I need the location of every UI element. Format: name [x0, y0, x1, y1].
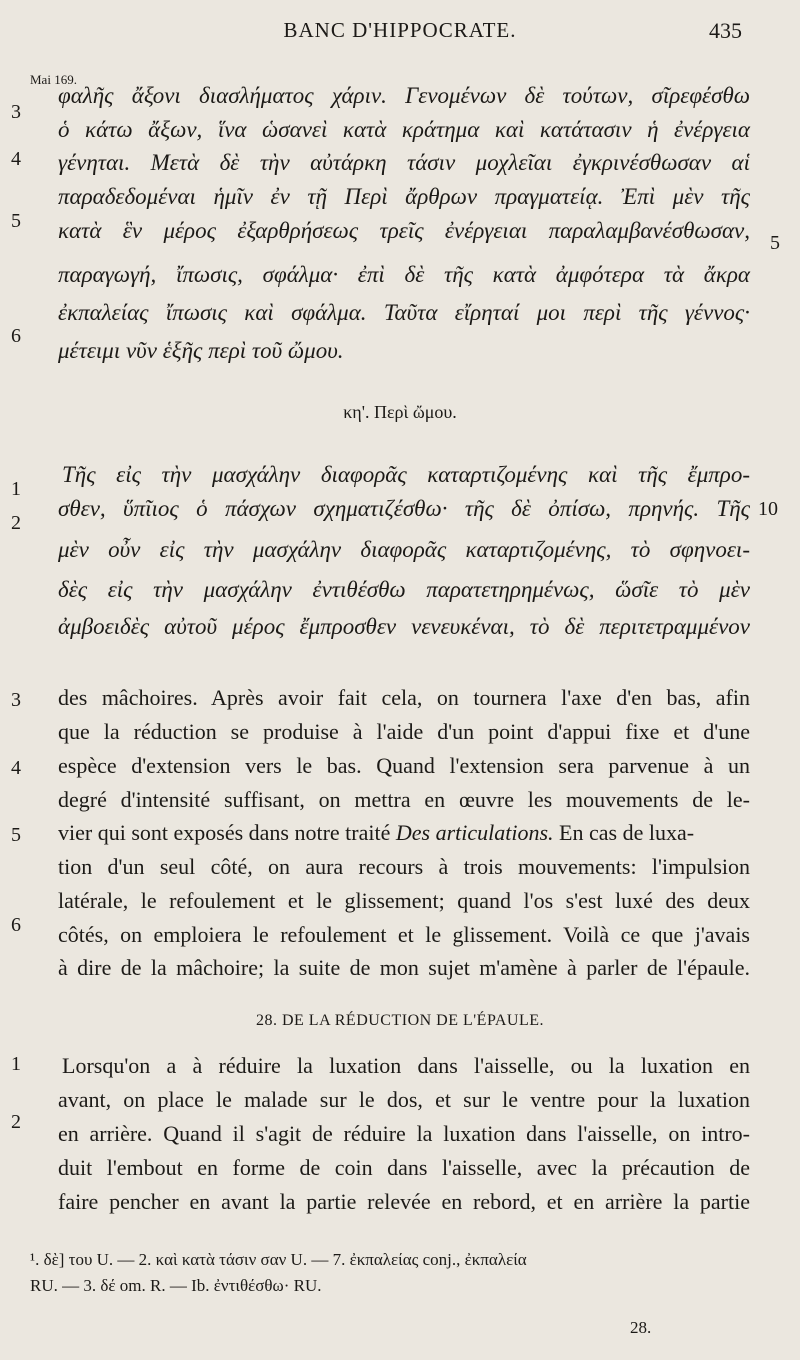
page-number: 435 [709, 18, 742, 43]
line-number: 4 [11, 757, 21, 779]
french-line-10: Lorsqu'on a à réduire la luxation dans l'aisselle, ou la luxation en [62, 1053, 750, 1078]
line-number: 3 [11, 101, 21, 123]
french-line-1: des mâchoires. Après avoir fait cela, on tournera l'axe d'en bas, afin [58, 685, 750, 710]
french-line-7: latérale, le refoulement et le glissement; quand l'os s'est luxé des deux [58, 888, 750, 913]
line-number: 1 [11, 1053, 21, 1075]
greek-line-1: φαλῆς ἄξονι διασλήματος χάριν. Γενομένων δὲ τούτων, σῖρεφέσθω [58, 83, 750, 108]
greek-line-4: παραδεδομέναι ἡμῖν ἐν τῇ Περὶ ἄρθρων πραγματείᾳ. Ἐπὶ μὲν τῆς [58, 184, 750, 209]
greek-line-3: γένηται. Μετὰ δὲ τὴν αὐτάρκη τάσιν μοχλεῖαι ἐγκρινέσθωσαν αἱ [58, 150, 750, 175]
greek-section-heading: κη'. Περὶ ὤμου. [343, 402, 457, 422]
french-line-13: duit l'embout en forme de coin dans l'aisselle, avec la précaution de [58, 1155, 750, 1180]
french-line-2: que la réduction se produise à l'aide d'un point d'appui fixe et d'une [58, 719, 750, 744]
french-line-5-end: En cas de luxa- [553, 820, 695, 845]
running-header-title: BANC D'HIPPOCRATE. [283, 18, 517, 42]
french-line-12: en arrière. Quand il s'agit de réduire la luxation dans l'aisselle, on intro- [58, 1121, 750, 1146]
line-number: 4 [11, 148, 21, 170]
greek-line-7: ἐκπαλείας ἴπωσις καὶ σφάλμα. Ταῦτα εἴρηταί μοι περὶ τῆς γέννος· [58, 300, 750, 325]
french-section-heading: 28. DE LA RÉDUCTION DE L'ÉPAULE. [255, 1012, 545, 1029]
line-number: 6 [11, 325, 21, 347]
line-number: 5 [11, 210, 21, 232]
line-number: 3 [11, 689, 21, 711]
french-line-11: avant, on place le malade sur le dos, et sur le ventre pour la luxation [58, 1087, 750, 1112]
french-line-9: à dire de la mâchoire; la suite de mon sujet m'amène à parler de l'épaule. [58, 955, 750, 980]
right-line-number: 5 [770, 232, 780, 254]
french-line-5-start: vier qui sont exposés dans notre traité [58, 820, 396, 845]
line-number: 2 [11, 1111, 21, 1133]
line-number: 2 [11, 512, 21, 534]
greek-line-12: δὲς εἰς τὴν μασχάλην ἐντιθέσθω παρατετηρημένως, ὥσῖε τὸ μὲν [58, 577, 750, 602]
line-number: 1 [11, 478, 21, 500]
footnote-line-1: ¹. δὲ] του U. — 2. καὶ κατὰ τάσιν σαν U. — 7. ἐκπαλείας conj., ἐκπαλεία [30, 1250, 527, 1269]
line-number: 5 [11, 824, 21, 846]
greek-line-6: παραγωγή, ἴπωσις, σφάλμα· ἐπὶ δὲ τῆς κατὰ ἀμφότερα τὰ ἄκρα [58, 262, 750, 287]
right-line-number: 10 [758, 498, 778, 520]
signature-mark: 28. [630, 1318, 652, 1337]
greek-line-8: μέτειμι νῦν ἑξῆς περὶ τοῦ ὤμου. [58, 338, 344, 363]
footnote-line-2: RU. — 3. δέ om. R. — Ib. ἐντιθέσθω· RU. [30, 1276, 322, 1295]
french-line-3: espèce d'extension vers le bas. Quand l'extension sera parvenue à un [58, 753, 750, 778]
french-line-4: degré d'intensité suffisant, on mettra en œuvre les mouvements de le- [58, 787, 750, 812]
french-line-6: tion d'un seul côté, on aura recours à trois mouvements: l'impulsion [58, 854, 750, 879]
french-line-8: côtés, on emploiera le refoulement et le glissement. Voilà ce que j'avais [58, 922, 750, 947]
greek-line-9: Τῆς εἰς τὴν μασχάλην διαφορᾶς καταρτιζομένης καὶ τῆς ἔμπρο- [62, 462, 750, 487]
greek-line-5: κατὰ ἓν μέρος ἐξαρθρήσεως τρεῖς ἐνέργειαι παραλαμβανέσθωσαν, [58, 218, 750, 243]
margin-note: Mai 169. [30, 72, 77, 87]
greek-line-10: σθεν, ὕπῖιος ὁ πάσχων σχηματιζέσθω· τῆς δὲ ὀπίσω, πρηνής. Τῆς [58, 496, 750, 521]
greek-line-13: ἀμβοειδὲς αὐτοῦ μέρος ἔμπροσθεν νενευκέναι, τὸ δὲ περιτετραμμένον [58, 614, 750, 639]
treatise-title: Des articulations. [395, 820, 554, 845]
french-line-5 [58, 820, 750, 846]
greek-line-11: μὲν οὖν εἰς τὴν μασχάλην διαφορᾶς καταρτιζομένης, τὸ σφηνοει- [58, 537, 750, 562]
greek-line-2: ὁ κάτω ἄξων, ἵνα ὡσανεὶ κατὰ κράτημα καὶ κατάτασιν ἡ ἐνέργεια [58, 117, 750, 142]
line-number: 6 [11, 914, 21, 936]
french-line-14: faire pencher en avant la partie relevée en rebord, et en arrière la partie [58, 1189, 750, 1214]
